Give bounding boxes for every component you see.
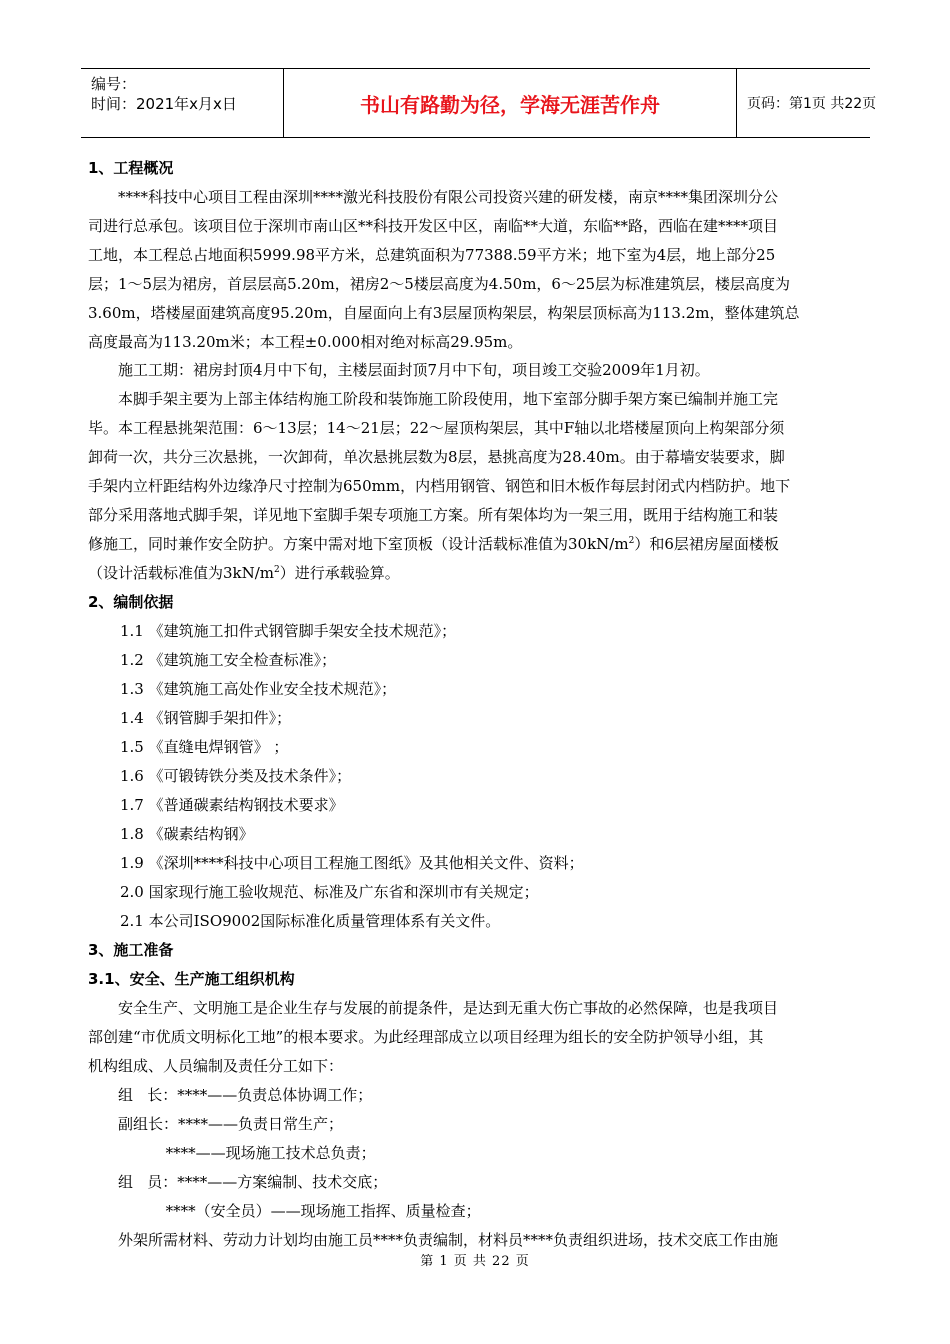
s31-p1-line-3: 机构组成、人员编制及责任分工如下： [88, 1057, 344, 1075]
s1-p3-line-3: 卸荷一次，共分三次悬挑，一次卸荷，单次悬挑层数为8层，悬挑高度为28.40m。由于幕墙安装要求，脚 [88, 448, 785, 466]
reference-item: 1.6 《可锻铸铁分类及技术条件》； [120, 767, 352, 785]
reference-item: 2.1 本公司ISO9002国际标准化质量管理体系有关文件。 [120, 912, 501, 930]
reference-item: 1.4 《钢管脚手架扣件》； [120, 709, 292, 727]
s1-p1-line-2: 司进行总承包。该项目位于深圳市南山区**科技开发区中区，南临**大道，东临**路，西临在建****项目 [88, 217, 779, 235]
s1-p1-line-5: 3.60m，塔楼屋面建筑高度95.20m，自屋面向上有3层屋顶构架层，构架层顶标高为113.2m，整体建筑总 [88, 304, 800, 322]
reference-item: 1.8 《碳素结构钢》 [120, 825, 254, 843]
section-2-title: 2、编制依据 [88, 593, 174, 611]
header-info-cell [81, 69, 284, 137]
s1-p2: 施工工期：裙房封顶4月中下旬，主楼层面封顶7月中下旬，项目竣工交验2009年1月初。 [118, 361, 710, 379]
document-number-label: 编号： [91, 75, 137, 93]
header-page-label: 页码：第1页 共22页 [747, 96, 877, 112]
page-footer: 第 1 页 共 22 页 [420, 1254, 530, 1269]
org-leader: 组 长：****——负责总体协调工作； [118, 1086, 373, 1104]
page-header [81, 68, 877, 138]
last-line: 外架所需材料、劳动力计划均由施工员****负责编制，材料员****负责组织进场，技术交底工作由施 [118, 1231, 779, 1249]
s1-p1-line-6: 高度最高为113.20m米；本工程±0.000相对绝对标高29.95m。 [88, 333, 523, 351]
s31-p1-line-2: 部创建“市优质文明标化工地”的根本要求。为此经理部成立以项目经理为组长的安全防护领导小组，其 [88, 1028, 764, 1046]
reference-item: 1.2 《建筑施工安全检查标准》； [120, 651, 337, 669]
document-date-label: 时间：2021年x月x日 [91, 95, 237, 113]
s1-p1-line-3: 工地，本工程总占地面积5999.98平方米，总建筑面积为77388.59平方米；地下室为4层，地上部分25 [88, 246, 776, 264]
org-deputy-2: ****——现场施工技术总负责； [118, 1144, 376, 1162]
reference-item: 1.1 《建筑施工扣件式钢管脚手架安全技术规范》； [120, 622, 457, 640]
section-1-title: 1、工程概况 [88, 159, 174, 177]
s31-p1-line-1: 安全生产、文明施工是企业生存与发展的前提条件，是达到无重大伤亡事故的必然保障，也是我项目 [118, 999, 779, 1017]
s1-p3-line-6: 修施工，同时兼作安全防护。方案中需对地下室顶板（设计活载标准值为$30kN/m^2$）和6层裙房屋面楼板 [88, 535, 779, 553]
header-motto: 书山有路勤为径，学海无涯苦作舟 [284, 69, 737, 137]
s1-p1-line-1: ****科技中心项目工程由深圳****激光科技股份有限公司投资兴建的研发楼，南京****集团深圳分公 [118, 188, 779, 206]
s1-p3-line-1: 本脚手架主要为上部主体结构施工阶段和装饰施工阶段使用，地下室部分脚手架方案已编制并施工完 [118, 390, 779, 408]
reference-item: 1.9 《深圳****科技中心项目工程施工图纸》及其他相关文件、资料； [120, 854, 584, 872]
s1-p3-line-5: 部分采用落地式脚手架，详见地下室脚手架专项施工方案。所有架体均为一架三用，既用于结构施工和装 [88, 506, 779, 524]
s1-p1-line-4: 层；1～5层为裙房，首层层高5.20m，裙房2～5楼层高度为4.50m，6～25层为标准建筑层，楼层高度为 [88, 275, 791, 293]
reference-item: 1.3 《建筑施工高处作业安全技术规范》； [120, 680, 397, 698]
s1-p3-line-4: 手架内立杆距结构外边缘净尺寸控制为650mm，内档用钢管、钢笆和旧木板作每层封闭式内档防护。地下 [88, 477, 791, 495]
s1-p3-line-2: 毕。本工程悬挑架范围：6～13层；14～21层；22～屋顶构架层，其中F轴以北塔楼屋顶向上构架部分须 [88, 419, 785, 437]
section-3-1-title: 3.1、安全、生产施工组织机构 [88, 970, 295, 988]
org-deputy: 副组长：****——负责日常生产； [118, 1115, 344, 1133]
org-member-2: ****（安全员）——现场施工指挥、质量检查； [118, 1202, 481, 1220]
s1-p3-line-7: （设计活载标准值为$3kN/m^2$）进行承载验算。 [88, 564, 400, 582]
reference-item: 2.0 国家现行施工验收规范、标准及广东省和深圳市有关规定； [120, 883, 539, 901]
reference-item: 1.7 《普通碳素结构钢技术要求》 [120, 796, 344, 814]
section-3-title: 3、施工准备 [88, 941, 174, 959]
org-member: 组 员：****——方案编制、技术交底； [118, 1173, 388, 1191]
reference-item: 1.5 《直缝电焊钢管》 ； [120, 738, 289, 756]
